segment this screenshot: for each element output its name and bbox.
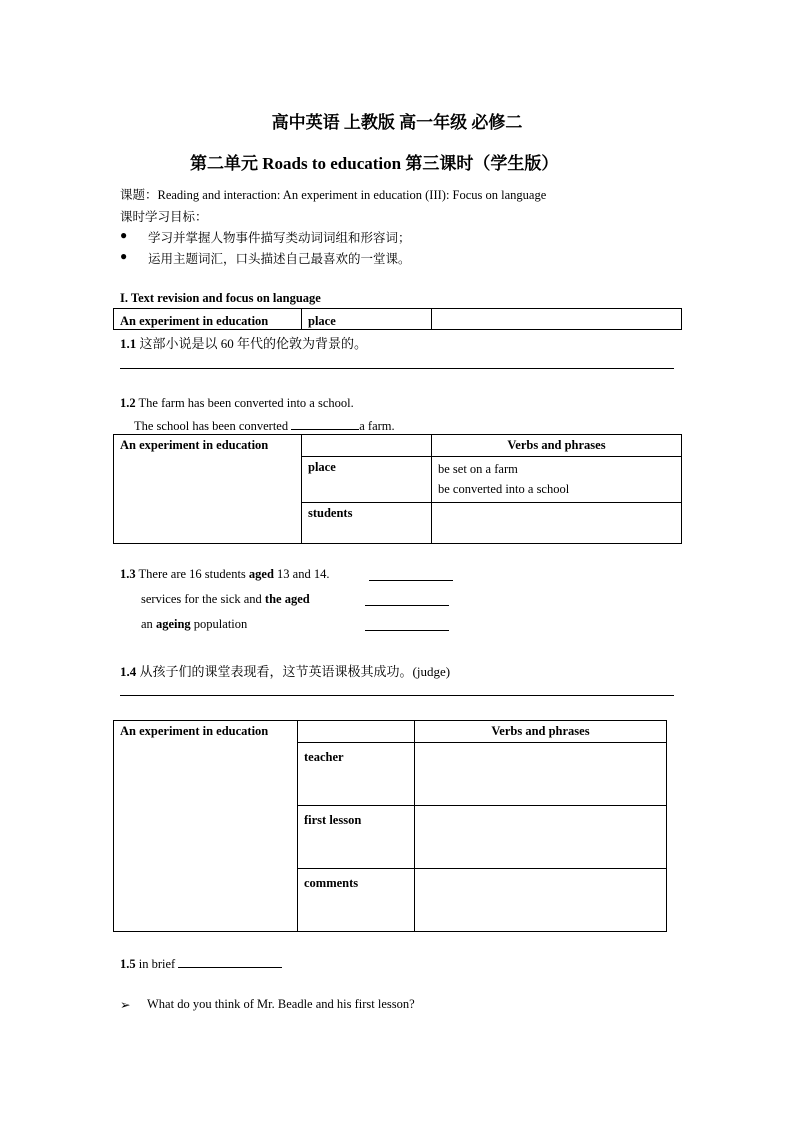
answer-line[interactable]	[120, 368, 674, 369]
lesson-topic: 课题：Reading and interaction: An experiment in education (III): Focus on language	[120, 188, 547, 202]
row-label: teacher	[298, 743, 415, 806]
table-cell: An experiment in education	[114, 721, 298, 932]
section-heading: I. Text revision and focus on language	[120, 291, 321, 305]
answer-cell[interactable]	[432, 503, 682, 544]
table-cell: place	[302, 309, 432, 330]
question-text: services for the sick and	[141, 592, 262, 606]
verbs-table-2	[113, 720, 667, 932]
answer-cell[interactable]	[415, 869, 667, 932]
table-cell	[302, 435, 432, 457]
bullet-icon: ●	[120, 249, 128, 263]
row-label: students	[302, 503, 432, 544]
fill-blank[interactable]	[369, 568, 453, 581]
question-1-3-line2	[141, 592, 310, 607]
answer-cell[interactable]	[415, 806, 667, 869]
answer-line[interactable]	[120, 695, 674, 696]
fill-blank[interactable]	[365, 593, 449, 606]
question-text: an	[141, 617, 153, 631]
question-text: 13 and 14.	[277, 567, 330, 581]
question-text: There are 16 students	[138, 567, 246, 581]
row-label: comments	[298, 869, 415, 932]
table-cell: An experiment in education	[114, 309, 302, 330]
phrase-item: be set on a farm	[438, 462, 518, 476]
row-label: place	[302, 457, 432, 503]
question-text: The school has been converted	[134, 419, 289, 433]
question-1-3	[120, 567, 329, 582]
keyword: aged	[248, 567, 274, 581]
question-1-3-line3	[141, 617, 247, 632]
table-cell: An experiment in education	[114, 435, 302, 544]
table-cell	[298, 721, 415, 743]
phrase-item: be converted into a school	[438, 482, 570, 496]
question-text: The farm has been converted into a school.	[138, 396, 354, 410]
question-number: 1.4	[120, 664, 137, 679]
question-1-2-blank-line	[134, 417, 395, 434]
summary-table	[113, 308, 682, 330]
bullet-icon: ●	[120, 228, 128, 242]
question-1-4	[120, 661, 450, 680]
row-label: first lesson	[298, 806, 415, 869]
question-number: 1.3	[120, 567, 136, 581]
keyword: the aged	[264, 592, 310, 606]
question-1-5	[120, 955, 282, 972]
goal-item: 运用主题词汇，口头描述自己最喜欢的一堂课。	[148, 252, 411, 266]
verbs-table-1	[113, 434, 682, 544]
keyword: ageing	[155, 617, 191, 631]
fill-blank[interactable]	[178, 955, 282, 968]
question-1-2	[120, 396, 354, 411]
answer-cell[interactable]	[415, 743, 667, 806]
table-header: Verbs and phrases	[432, 435, 682, 457]
goal-item: 学习并掌握人物事件描写类动词词组和形容词；	[148, 231, 411, 245]
question-text: a farm.	[359, 419, 395, 433]
doc-subtitle: 第二单元 Roads to education 第三课时（学生版）	[190, 154, 559, 173]
table-header: Verbs and phrases	[415, 721, 667, 743]
question-1-1	[120, 333, 367, 352]
goals-title: 课时学习目标：	[120, 210, 208, 224]
question-number: 1.5	[120, 957, 136, 971]
question-number: 1.1	[120, 336, 137, 351]
question-text: population	[193, 617, 248, 631]
question-text: 从孩子们的课堂表现看，这节英语课极其成功。(judge)	[139, 664, 451, 679]
fill-blank[interactable]	[365, 618, 449, 631]
discussion-question: What do you think of Mr. Beadle and his first lesson?	[147, 997, 415, 1011]
phrases-cell	[432, 457, 682, 503]
arrow-icon: ➢	[120, 998, 131, 1012]
question-text: in brief	[138, 957, 176, 971]
doc-title: 高中英语 上教版 高一年级 必修二	[271, 113, 523, 132]
question-number: 1.2	[120, 396, 136, 410]
answer-cell[interactable]	[432, 309, 682, 330]
fill-blank[interactable]	[291, 417, 359, 430]
question-text: 这部小说是以 60 年代的伦敦为背景的。	[139, 336, 368, 351]
